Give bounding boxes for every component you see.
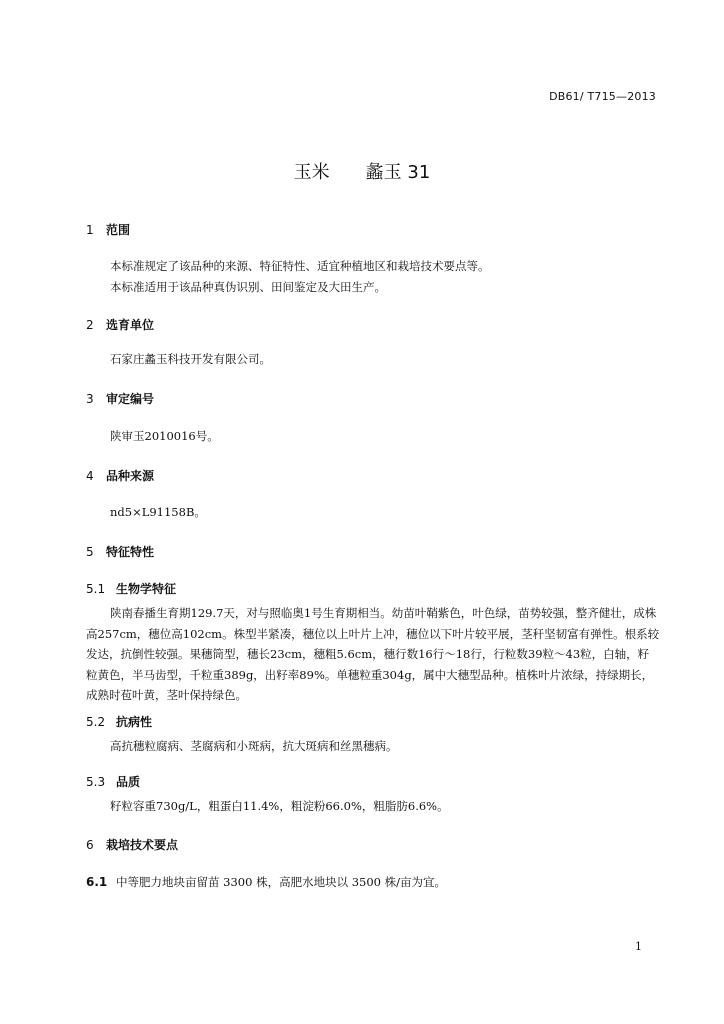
cultivation-item-6-1: 6.1 中等肥力地块亩留苗 3300 株，高肥水地块以 3500 株/亩为宜。 xyxy=(86,875,447,889)
subsection-heading-disease: 5.2 抗病性 xyxy=(86,715,153,729)
scope-paragraph xyxy=(86,256,684,297)
origin-paragraph: nd5×L91158B。 xyxy=(110,505,206,519)
document-title xyxy=(0,158,724,184)
biology-paragraph: 陕南春播生育期129.7天，对与照临奥1号生育期相当。幼苗叶鞘紫色，叶色绿，苗势较强，整齐健壮，成株高257cm，穗位高102cm。株型半紧凑，穗位以上叶片上冲，穗位以下叶片较平展，茎秆坚韧富有弹性。根系较发达，抗倒性较强。果穗筒型，穗长23cm，穗粗5.6cm，穗行数16行～18行，行粒数39粒～43粒，白轴，籽粒黄色，半马齿型，千粒重389g，出籽率89%。单穗粒重304g，属中大穗型品种。植株叶片浓绿，持绿期长，成熟时苞叶黄，茎叶保持绿色。 xyxy=(86,606,660,702)
section-heading-scope: 1 范围 xyxy=(86,223,131,237)
section-heading-approval: 3 审定编号 xyxy=(86,392,155,406)
title-variety: 蠡玉 31 xyxy=(365,162,431,183)
scope-line-1: 本标准规定了该品种的来源、特征特性、适宜种植地区和栽培技术要点等。 xyxy=(110,259,490,273)
page-number: 1 xyxy=(635,940,642,953)
breeder-paragraph: 石家庄蠡玉科技开发有限公司。 xyxy=(110,352,271,366)
title-crop: 玉米 xyxy=(293,162,330,183)
disease-paragraph: 高抗穗粒腐病、茎腐病和小斑病，抗大斑病和丝黑穗病。 xyxy=(110,739,398,753)
subsection-heading-biology: 5.1 生物学特征 xyxy=(86,582,177,596)
section-heading-origin: 4 品种来源 xyxy=(86,469,155,483)
quality-paragraph: 籽粒容重730g/L，粗蛋白11.4%，粗淀粉66.0%，粗脂肪6.6%。 xyxy=(110,799,449,813)
approval-paragraph: 陕审玉2010016号。 xyxy=(110,429,219,443)
section-heading-characteristics: 5 特征特性 xyxy=(86,545,155,559)
section-heading-breeder: 2 选育单位 xyxy=(86,318,155,332)
subsection-heading-quality: 5.3 品质 xyxy=(86,775,141,789)
standard-code: DB61/ T715—2013 xyxy=(549,90,656,103)
scope-line-2: 本标准适用于该品种真伪识别、田间鉴定及大田生产。 xyxy=(110,279,386,294)
section-heading-cultivation: 6 栽培技术要点 xyxy=(86,838,179,852)
